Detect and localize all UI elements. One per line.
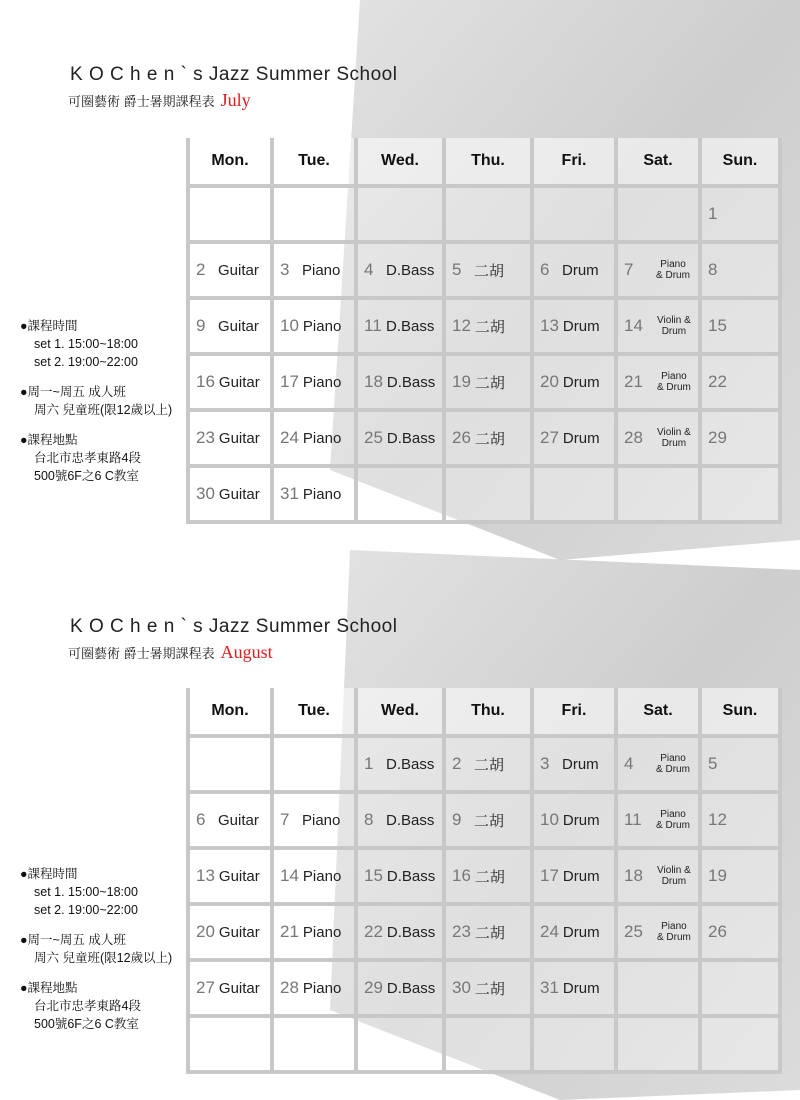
day-number: 24 bbox=[280, 428, 299, 447]
day-cell bbox=[700, 466, 780, 522]
class-name: Piano bbox=[302, 373, 342, 391]
day-cell bbox=[532, 960, 616, 1016]
class-name: 二胡 bbox=[474, 318, 505, 336]
class-name: Piano bbox=[302, 867, 342, 885]
day-number: 2 bbox=[452, 754, 462, 773]
class-name: 二胡 bbox=[474, 812, 505, 830]
day-number: 31 bbox=[280, 484, 299, 503]
day-cell bbox=[356, 186, 444, 242]
day-number: 12 bbox=[708, 810, 727, 829]
day-number: 4 bbox=[624, 754, 634, 773]
day-number: 28 bbox=[624, 428, 643, 447]
day-number: 15 bbox=[364, 866, 383, 885]
class-name: Drum bbox=[562, 429, 600, 447]
day-number: 11 bbox=[364, 316, 382, 335]
day-cell bbox=[272, 792, 356, 848]
week-row bbox=[188, 792, 780, 848]
weekday-header: Wed. bbox=[356, 688, 444, 736]
class-name: D.Bass bbox=[386, 317, 435, 335]
day-cell bbox=[356, 298, 444, 354]
day-cell bbox=[356, 904, 444, 960]
day-cell bbox=[444, 904, 532, 960]
weekday-header: Tue. bbox=[272, 138, 356, 186]
day-number: 29 bbox=[708, 428, 727, 447]
class-name: Drum bbox=[562, 373, 600, 391]
day-number: 23 bbox=[196, 428, 215, 447]
info-panel bbox=[20, 317, 172, 485]
month-label: August bbox=[220, 642, 273, 662]
day-number: 23 bbox=[452, 922, 471, 941]
set2-time: set 2. 19:00~22:00 bbox=[34, 355, 138, 369]
class-name: Guitar bbox=[218, 811, 259, 829]
day-cell bbox=[188, 736, 272, 792]
day-cell bbox=[532, 1016, 616, 1072]
day-cell bbox=[272, 354, 356, 410]
day-number: 1 bbox=[708, 204, 718, 223]
day-number: 31 bbox=[540, 978, 559, 997]
day-number: 25 bbox=[364, 428, 383, 447]
day-cell bbox=[616, 410, 700, 466]
august-calendar bbox=[186, 688, 782, 1074]
day-cell bbox=[444, 186, 532, 242]
day-cell bbox=[188, 298, 272, 354]
day-cell bbox=[532, 466, 616, 522]
class-name: Drum bbox=[562, 923, 600, 941]
day-cell bbox=[700, 410, 780, 466]
day-cell bbox=[616, 186, 700, 242]
schedule-subtitle bbox=[68, 90, 251, 111]
class-name: D.Bass bbox=[386, 923, 436, 941]
day-cell bbox=[616, 298, 700, 354]
day-number: 10 bbox=[280, 316, 299, 335]
weekday-header: Mon. bbox=[188, 138, 272, 186]
weekday-header: Wed. bbox=[356, 138, 444, 186]
day-cell bbox=[272, 904, 356, 960]
day-cell bbox=[188, 904, 272, 960]
day-cell bbox=[272, 848, 356, 904]
week-row bbox=[188, 298, 780, 354]
class-type-adult: ●周一~周五 成人班 bbox=[20, 933, 126, 947]
class-type-kids: 周六 兒童班(限12歲以上) bbox=[34, 403, 173, 417]
day-cell bbox=[188, 410, 272, 466]
class-name: D.Bass bbox=[386, 429, 436, 447]
month-label: July bbox=[220, 90, 251, 110]
weekday-header: Sat. bbox=[616, 688, 700, 736]
weekday-header-row bbox=[188, 138, 780, 186]
school-title: K O C h e n ` s Jazz Summer School bbox=[70, 616, 398, 637]
day-cell bbox=[532, 904, 616, 960]
class-name: 二胡 bbox=[474, 262, 505, 280]
day-cell bbox=[444, 1016, 532, 1072]
class-name: 二胡 bbox=[474, 430, 505, 448]
class-name: D.Bass bbox=[386, 811, 435, 829]
day-cell bbox=[700, 242, 780, 298]
day-cell bbox=[188, 792, 272, 848]
day-number: 9 bbox=[196, 316, 206, 335]
day-cell bbox=[356, 410, 444, 466]
day-cell bbox=[532, 792, 616, 848]
day-cell bbox=[700, 960, 780, 1016]
class-name: 二胡 bbox=[474, 980, 505, 998]
day-cell bbox=[532, 736, 616, 792]
day-cell bbox=[700, 186, 780, 242]
class-name: Piano & Drum bbox=[656, 371, 691, 393]
day-number: 24 bbox=[540, 922, 559, 941]
day-number: 20 bbox=[540, 372, 559, 391]
day-number: 7 bbox=[280, 810, 290, 829]
day-number: 27 bbox=[540, 428, 559, 447]
day-cell bbox=[444, 298, 532, 354]
address-line1: 台北市忠孝東路4段 bbox=[34, 999, 141, 1013]
day-cell bbox=[616, 848, 700, 904]
day-cell bbox=[532, 298, 616, 354]
class-name: Drum bbox=[562, 979, 600, 997]
day-cell bbox=[616, 466, 700, 522]
day-cell bbox=[444, 466, 532, 522]
week-row bbox=[188, 736, 780, 792]
august-section bbox=[0, 550, 800, 1100]
day-cell bbox=[444, 960, 532, 1016]
day-cell bbox=[272, 298, 356, 354]
day-number: 12 bbox=[452, 316, 471, 335]
week-row bbox=[188, 354, 780, 410]
day-number: 8 bbox=[364, 810, 374, 829]
day-cell bbox=[188, 960, 272, 1016]
day-cell bbox=[356, 960, 444, 1016]
day-cell bbox=[616, 354, 700, 410]
day-cell bbox=[700, 736, 780, 792]
set1-time: set 1. 15:00~18:00 bbox=[34, 885, 138, 899]
day-cell bbox=[700, 298, 780, 354]
day-cell bbox=[616, 904, 700, 960]
week-row bbox=[188, 848, 780, 904]
july-calendar bbox=[186, 138, 782, 524]
day-number: 18 bbox=[364, 372, 383, 391]
day-cell bbox=[700, 792, 780, 848]
class-name: Drum bbox=[562, 317, 600, 335]
day-cell bbox=[272, 466, 356, 522]
day-number: 3 bbox=[280, 260, 290, 279]
day-number: 19 bbox=[452, 372, 471, 391]
class-name: D.Bass bbox=[386, 755, 435, 773]
address-line2: 500號6F之6 C教室 bbox=[34, 469, 139, 483]
day-number: 21 bbox=[280, 922, 299, 941]
day-number: 13 bbox=[196, 866, 215, 885]
class-name: Guitar bbox=[218, 317, 259, 335]
class-name: Guitar bbox=[218, 979, 260, 997]
day-cell bbox=[356, 466, 444, 522]
class-name: Guitar bbox=[218, 261, 259, 279]
day-cell bbox=[444, 410, 532, 466]
day-number: 5 bbox=[452, 260, 462, 279]
day-cell bbox=[700, 1016, 780, 1072]
class-name: Guitar bbox=[218, 373, 260, 391]
day-cell bbox=[188, 242, 272, 298]
class-name: Piano bbox=[302, 979, 342, 997]
day-number: 22 bbox=[364, 922, 383, 941]
day-number: 1 bbox=[364, 754, 374, 773]
day-cell bbox=[532, 410, 616, 466]
schedule-subtitle bbox=[68, 642, 273, 663]
day-cell bbox=[356, 848, 444, 904]
time-heading: ●課程時間 bbox=[20, 319, 78, 333]
day-cell bbox=[700, 848, 780, 904]
day-cell bbox=[188, 186, 272, 242]
class-name: 二胡 bbox=[474, 374, 505, 392]
subtitle-text: 可圈藝術 爵士暑期課程表 bbox=[68, 94, 215, 109]
day-number: 20 bbox=[196, 922, 215, 941]
class-name: Drum bbox=[562, 261, 599, 279]
day-number: 7 bbox=[624, 260, 634, 279]
day-number: 22 bbox=[708, 372, 727, 391]
subtitle-text: 可圈藝術 爵士暑期課程表 bbox=[68, 646, 215, 661]
day-cell bbox=[616, 242, 700, 298]
class-name: Violin & Drum bbox=[657, 427, 691, 449]
day-number: 10 bbox=[540, 810, 559, 829]
week-row bbox=[188, 410, 780, 466]
day-number: 27 bbox=[196, 978, 215, 997]
day-number: 9 bbox=[452, 810, 462, 829]
weekday-header: Thu. bbox=[444, 688, 532, 736]
day-number: 21 bbox=[624, 372, 643, 391]
class-name: Piano & Drum bbox=[656, 259, 690, 281]
class-name: D.Bass bbox=[386, 373, 436, 391]
day-cell bbox=[444, 848, 532, 904]
class-type-adult: ●周一~周五 成人班 bbox=[20, 385, 126, 399]
day-cell bbox=[272, 736, 356, 792]
day-cell bbox=[700, 354, 780, 410]
set2-time: set 2. 19:00~22:00 bbox=[34, 903, 138, 917]
week-row bbox=[188, 960, 780, 1016]
class-name: 二胡 bbox=[474, 924, 505, 942]
class-name: D.Bass bbox=[386, 979, 436, 997]
day-cell bbox=[188, 354, 272, 410]
day-number: 4 bbox=[364, 260, 374, 279]
day-number: 11 bbox=[624, 810, 642, 829]
day-cell bbox=[532, 848, 616, 904]
info-panel bbox=[20, 865, 172, 1033]
day-cell bbox=[616, 1016, 700, 1072]
day-cell bbox=[188, 1016, 272, 1072]
day-cell bbox=[532, 242, 616, 298]
class-name: Drum bbox=[562, 867, 600, 885]
class-name: Piano bbox=[302, 811, 341, 829]
class-name: Guitar bbox=[218, 429, 260, 447]
day-cell bbox=[272, 960, 356, 1016]
weekday-header: Fri. bbox=[532, 688, 616, 736]
class-name: Violin & Drum bbox=[657, 865, 691, 887]
day-cell bbox=[356, 354, 444, 410]
day-number: 2 bbox=[196, 260, 206, 279]
day-number: 18 bbox=[624, 866, 643, 885]
day-cell bbox=[272, 1016, 356, 1072]
class-name: Piano & Drum bbox=[656, 809, 690, 831]
weekday-header: Sun. bbox=[700, 138, 780, 186]
day-cell bbox=[616, 736, 700, 792]
day-number: 26 bbox=[708, 922, 727, 941]
weekday-header: Sat. bbox=[616, 138, 700, 186]
class-name: 二胡 bbox=[474, 868, 505, 886]
day-number: 5 bbox=[708, 754, 718, 773]
day-cell bbox=[532, 354, 616, 410]
class-type-kids: 周六 兒童班(限12歲以上) bbox=[34, 951, 173, 965]
day-cell bbox=[616, 792, 700, 848]
class-name: Piano bbox=[302, 317, 342, 335]
day-number: 13 bbox=[540, 316, 559, 335]
day-number: 14 bbox=[280, 866, 299, 885]
location-heading: ●課程地點 bbox=[20, 981, 78, 995]
weekday-header: Tue. bbox=[272, 688, 356, 736]
day-cell bbox=[272, 410, 356, 466]
day-number: 15 bbox=[708, 316, 727, 335]
class-name: Drum bbox=[562, 755, 599, 773]
class-name: D.Bass bbox=[386, 867, 436, 885]
class-name: Guitar bbox=[218, 923, 260, 941]
weekday-header-row bbox=[188, 688, 780, 736]
class-name: Piano bbox=[302, 261, 341, 279]
day-number: 6 bbox=[196, 810, 206, 829]
class-name: Piano bbox=[302, 429, 342, 447]
day-cell bbox=[356, 792, 444, 848]
class-name: Piano & Drum bbox=[656, 753, 690, 775]
day-number: 30 bbox=[196, 484, 215, 503]
day-cell bbox=[356, 1016, 444, 1072]
time-heading: ●課程時間 bbox=[20, 867, 78, 881]
day-number: 3 bbox=[540, 754, 550, 773]
location-heading: ●課程地點 bbox=[20, 433, 78, 447]
day-number: 25 bbox=[624, 922, 643, 941]
class-name: Piano bbox=[302, 485, 342, 503]
day-number: 14 bbox=[624, 316, 643, 335]
day-cell bbox=[444, 242, 532, 298]
day-number: 26 bbox=[452, 428, 471, 447]
day-number: 16 bbox=[452, 866, 471, 885]
day-number: 19 bbox=[708, 866, 727, 885]
day-number: 16 bbox=[196, 372, 215, 391]
weekday-header: Thu. bbox=[444, 138, 532, 186]
day-cell bbox=[188, 466, 272, 522]
week-row bbox=[188, 186, 780, 242]
week-row bbox=[188, 242, 780, 298]
day-cell bbox=[444, 354, 532, 410]
class-name: D.Bass bbox=[386, 261, 435, 279]
class-name: 二胡 bbox=[474, 756, 505, 774]
day-cell bbox=[444, 736, 532, 792]
school-title: K O C h e n ` s Jazz Summer School bbox=[70, 64, 398, 85]
week-row bbox=[188, 466, 780, 522]
day-number: 17 bbox=[540, 866, 559, 885]
class-name: Violin & Drum bbox=[657, 315, 691, 337]
address-line1: 台北市忠孝東路4段 bbox=[34, 451, 141, 465]
class-name: Piano & Drum bbox=[656, 921, 691, 943]
weekday-header: Sun. bbox=[700, 688, 780, 736]
day-number: 28 bbox=[280, 978, 299, 997]
class-name: Drum bbox=[562, 811, 600, 829]
day-cell bbox=[700, 904, 780, 960]
week-row bbox=[188, 1016, 780, 1072]
day-number: 17 bbox=[280, 372, 299, 391]
day-cell bbox=[444, 792, 532, 848]
day-number: 8 bbox=[708, 260, 718, 279]
day-cell bbox=[188, 848, 272, 904]
class-name: Piano bbox=[302, 923, 342, 941]
class-name: Guitar bbox=[218, 485, 260, 503]
day-cell bbox=[616, 960, 700, 1016]
day-cell bbox=[356, 242, 444, 298]
weekday-header: Fri. bbox=[532, 138, 616, 186]
day-cell bbox=[356, 736, 444, 792]
address-line2: 500號6F之6 C教室 bbox=[34, 1017, 139, 1031]
day-cell bbox=[272, 242, 356, 298]
day-number: 30 bbox=[452, 978, 471, 997]
day-number: 29 bbox=[364, 978, 383, 997]
day-number: 6 bbox=[540, 260, 550, 279]
day-cell bbox=[272, 186, 356, 242]
week-row bbox=[188, 904, 780, 960]
class-name: Guitar bbox=[218, 867, 260, 885]
weekday-header: Mon. bbox=[188, 688, 272, 736]
set1-time: set 1. 15:00~18:00 bbox=[34, 337, 138, 351]
day-cell bbox=[532, 186, 616, 242]
